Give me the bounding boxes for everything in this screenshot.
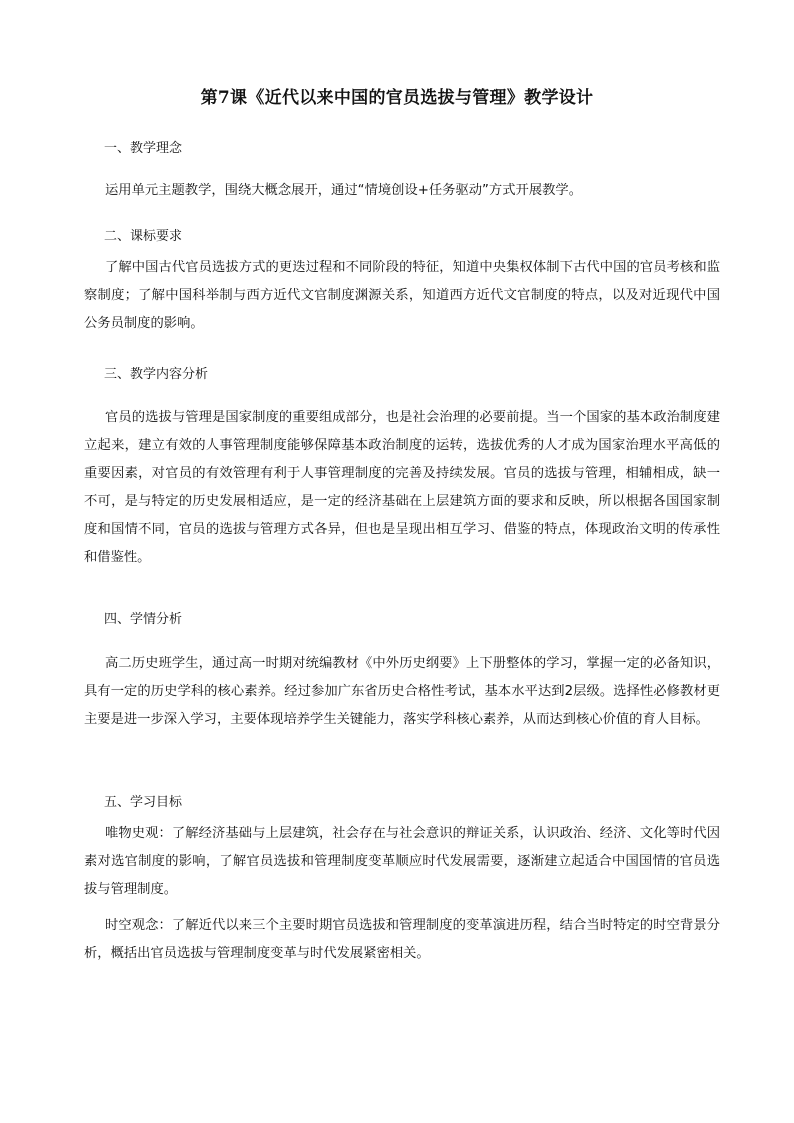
paragraph-curriculum-requirements: 了解中国古代官员选拔方式的更迭过程和不同阶段的特征，知道中央集权体制下古代中国的官员考核和监察制度；了解中国科举制与西方近代文官制度渊源关系，知道西方近代文官制度的特点，以及对近现代中国公务员制度的影响。 [84,260,720,331]
paragraph-objective-historical-materialism: 唯物史观：了解经济基础与上层建筑，社会存在与社会意识的辩证关系，认识政治、经济、文化等时代因素对选官制度的影响，了解官员选拔和管理制度变革顺应时代发展需要，逐渐建立起适合中国国情的官员选拔与管理制度。 [84,826,720,897]
paragraph-learner-analysis: 高二历史班学生，通过高一时期对统编教材《中外历史纲要》上下册整体的学习，掌握一定的必备知识，具有一定的历史学科的核心素养。经过参加广东省历史合格性考试，基本水平达到2层级。选择性必修教材更主要是进一步深入学习，主要体现培养学生关键能力，落实学科核心素养，从而达到核心价值的育人目标。 [84,656,720,727]
section-heading-teaching-philosophy: 一、教学理念 [104,141,183,156]
paragraph-content-analysis: 官员的选拔与管理是国家制度的重要组成部分，也是社会治理的必要前提。当一个国家的基本政治制度建立起来，建立有效的人事管理制度能够保障基本政治制度的运转，选拔优秀的人才成为国家治理水平高低的重要因素，对官员的有效管理有利于人事管理制度的完善及持续发展。官员的选拔与管理，相辅相成，缺一不可，是与特定的历史发展相适应，是一定的经济基础在上层建筑方面的要求和反映，所以根据各国国家制度和国情不同，官员的选拔与管理方式各异，但也是呈现出相互学习、借鉴的特点，体现政治文明的传承性和借鉴性。 [84,410,720,565]
section-heading-curriculum-requirements: 二、课标要求 [104,229,183,244]
paragraph-objective-spatiotemporal: 时空观念：了解近代以来三个主要时期官员选拔和管理制度的变革演进历程，结合当时特定的时空背景分析，概括出官员选拔与管理制度变革与时代发展紧密相关。 [84,918,720,961]
section-heading-learning-objectives: 五、学习目标 [104,795,183,810]
paragraph-teaching-philosophy: 运用单元主题教学，围绕大概念展开，通过“情境创设+任务驱动”方式开展教学。 [105,183,583,198]
section-heading-learner-analysis: 四、学情分析 [104,612,183,627]
document-title: 第7课《近代以来中国的官员选拔与管理》教学设计 [200,88,594,108]
section-heading-content-analysis: 三、教学内容分析 [104,367,209,382]
